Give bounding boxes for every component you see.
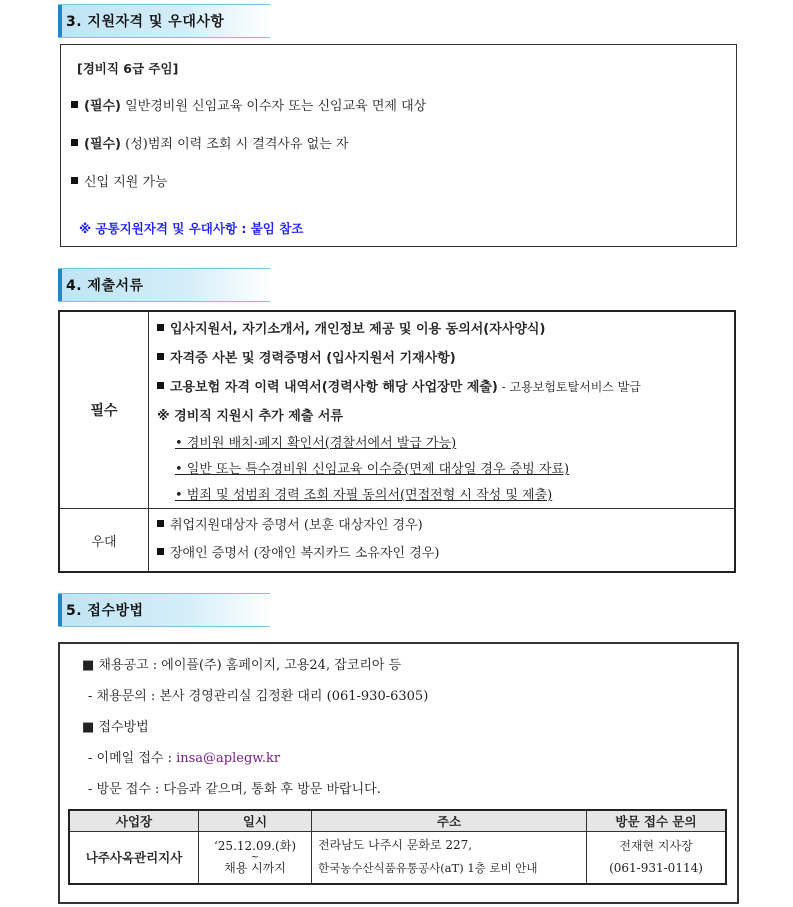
visit-address: 전라남도 나주시 문화로 227, 한국농수산식품유통공사(aT) 1층 로비 안내 [312,832,587,884]
square-bullet-icon [71,101,78,108]
col-header-date: 일시 [199,810,312,832]
square-bullet-icon [157,324,164,331]
required-doc: 입사지원서, 자기소개서, 개인정보 제공 및 이용 동의서(자사양식) [157,318,545,337]
job-posting-line: ■ 채용공고 : 에이플(주) 홈페이지, 고용24, 잡코리아 등 [82,658,402,673]
square-bullet-icon [157,548,164,555]
required-doc: 자격증 사본 및 경력증명서 (입사지원서 기재사항) [157,347,456,366]
col-header-contact: 방문 접수 문의 [587,810,727,832]
section-5-heading [58,593,270,627]
required-label: 필수 [59,311,149,509]
heading-accent-bar [58,5,62,37]
visit-application-line: - 방문 접수 : 다음과 같으며, 통화 후 방문 바랍니다. [88,782,381,797]
heading-accent-bar [58,269,62,301]
guard-extra-title: ※ 경비직 지원시 추가 제출 서류 [157,409,343,424]
guard-extra-item: • 일반 또는 특수경비원 신임교육 이수증(면제 대상일 경우 증빙 자료) [175,462,570,477]
visit-contact: 전재현 지사장 (061-931-0114) [587,832,727,884]
qualification-item: 신입 지원 가능 [71,171,168,190]
visit-date: ‘25.12.09.(화) ~ 채용 시까지 [199,832,312,884]
visit-info-table [68,809,727,885]
col-header-site: 사업장 [69,810,199,832]
section-4-heading [58,268,270,302]
preferred-label: 우대 [59,509,149,573]
email-application-line: - 이메일 접수 : insa@aplegw.kr [88,751,281,766]
section-5-title: 5. 접수방법 [66,603,144,619]
preferred-doc: 취업지원대상자 증명서 (보훈 대상자인 경우) [157,514,423,533]
col-header-address: 주소 [312,810,587,832]
guard-extra-item: • 범죄 및 성범죄 경력 조회 자필 동의서(면접전형 시 작성 및 제출) [175,488,553,503]
site-name: 나주사옥관리지사 [69,832,199,884]
square-bullet-icon [157,353,164,360]
section-3-title: 3. 지원자격 및 우대사항 [66,14,225,30]
guard-extra-item: • 경비원 배치·폐지 확인서(경찰서에서 발급 가능) [175,436,457,451]
square-bullet-icon [71,139,78,146]
heading-accent-bar [58,594,62,626]
qualification-item: (필수) 일반경비원 신임교육 이수자 또는 신임교육 면제 대상 [71,95,426,114]
inquiry-line: - 채용문의 : 본사 경영관리실 김정환 대리 (061-930-6305) [88,689,429,704]
required-docs-cell [149,311,736,509]
section-3-heading [58,4,270,38]
section-4-title: 4. 제출서류 [66,278,144,294]
square-bullet-icon [157,520,164,527]
square-bullet-icon [157,382,164,389]
qualification-item: (필수) (성)범죄 이력 조회 시 결격사유 없는 자 [71,133,348,152]
job-subtitle: [경비직 6급 주임] [77,61,179,76]
common-qualification-note: ※ 공통지원자격 및 우대사항 : 붙임 참조 [79,221,304,236]
application-method-line: ■ 접수방법 [82,720,149,735]
email-link[interactable]: insa@aplegw.kr [176,751,281,766]
required-doc: 고용보험 자격 이력 내역서(경력사항 해당 사업장만 제출) - 고용보험토탈서비스 발급 [157,376,641,395]
preferred-docs-cell [149,509,736,573]
square-bullet-icon [71,177,78,184]
documents-table [58,310,736,573]
preferred-doc: 장애인 증명서 (장애인 복지카드 소유자인 경우) [157,542,439,561]
section-3-box [60,44,737,247]
